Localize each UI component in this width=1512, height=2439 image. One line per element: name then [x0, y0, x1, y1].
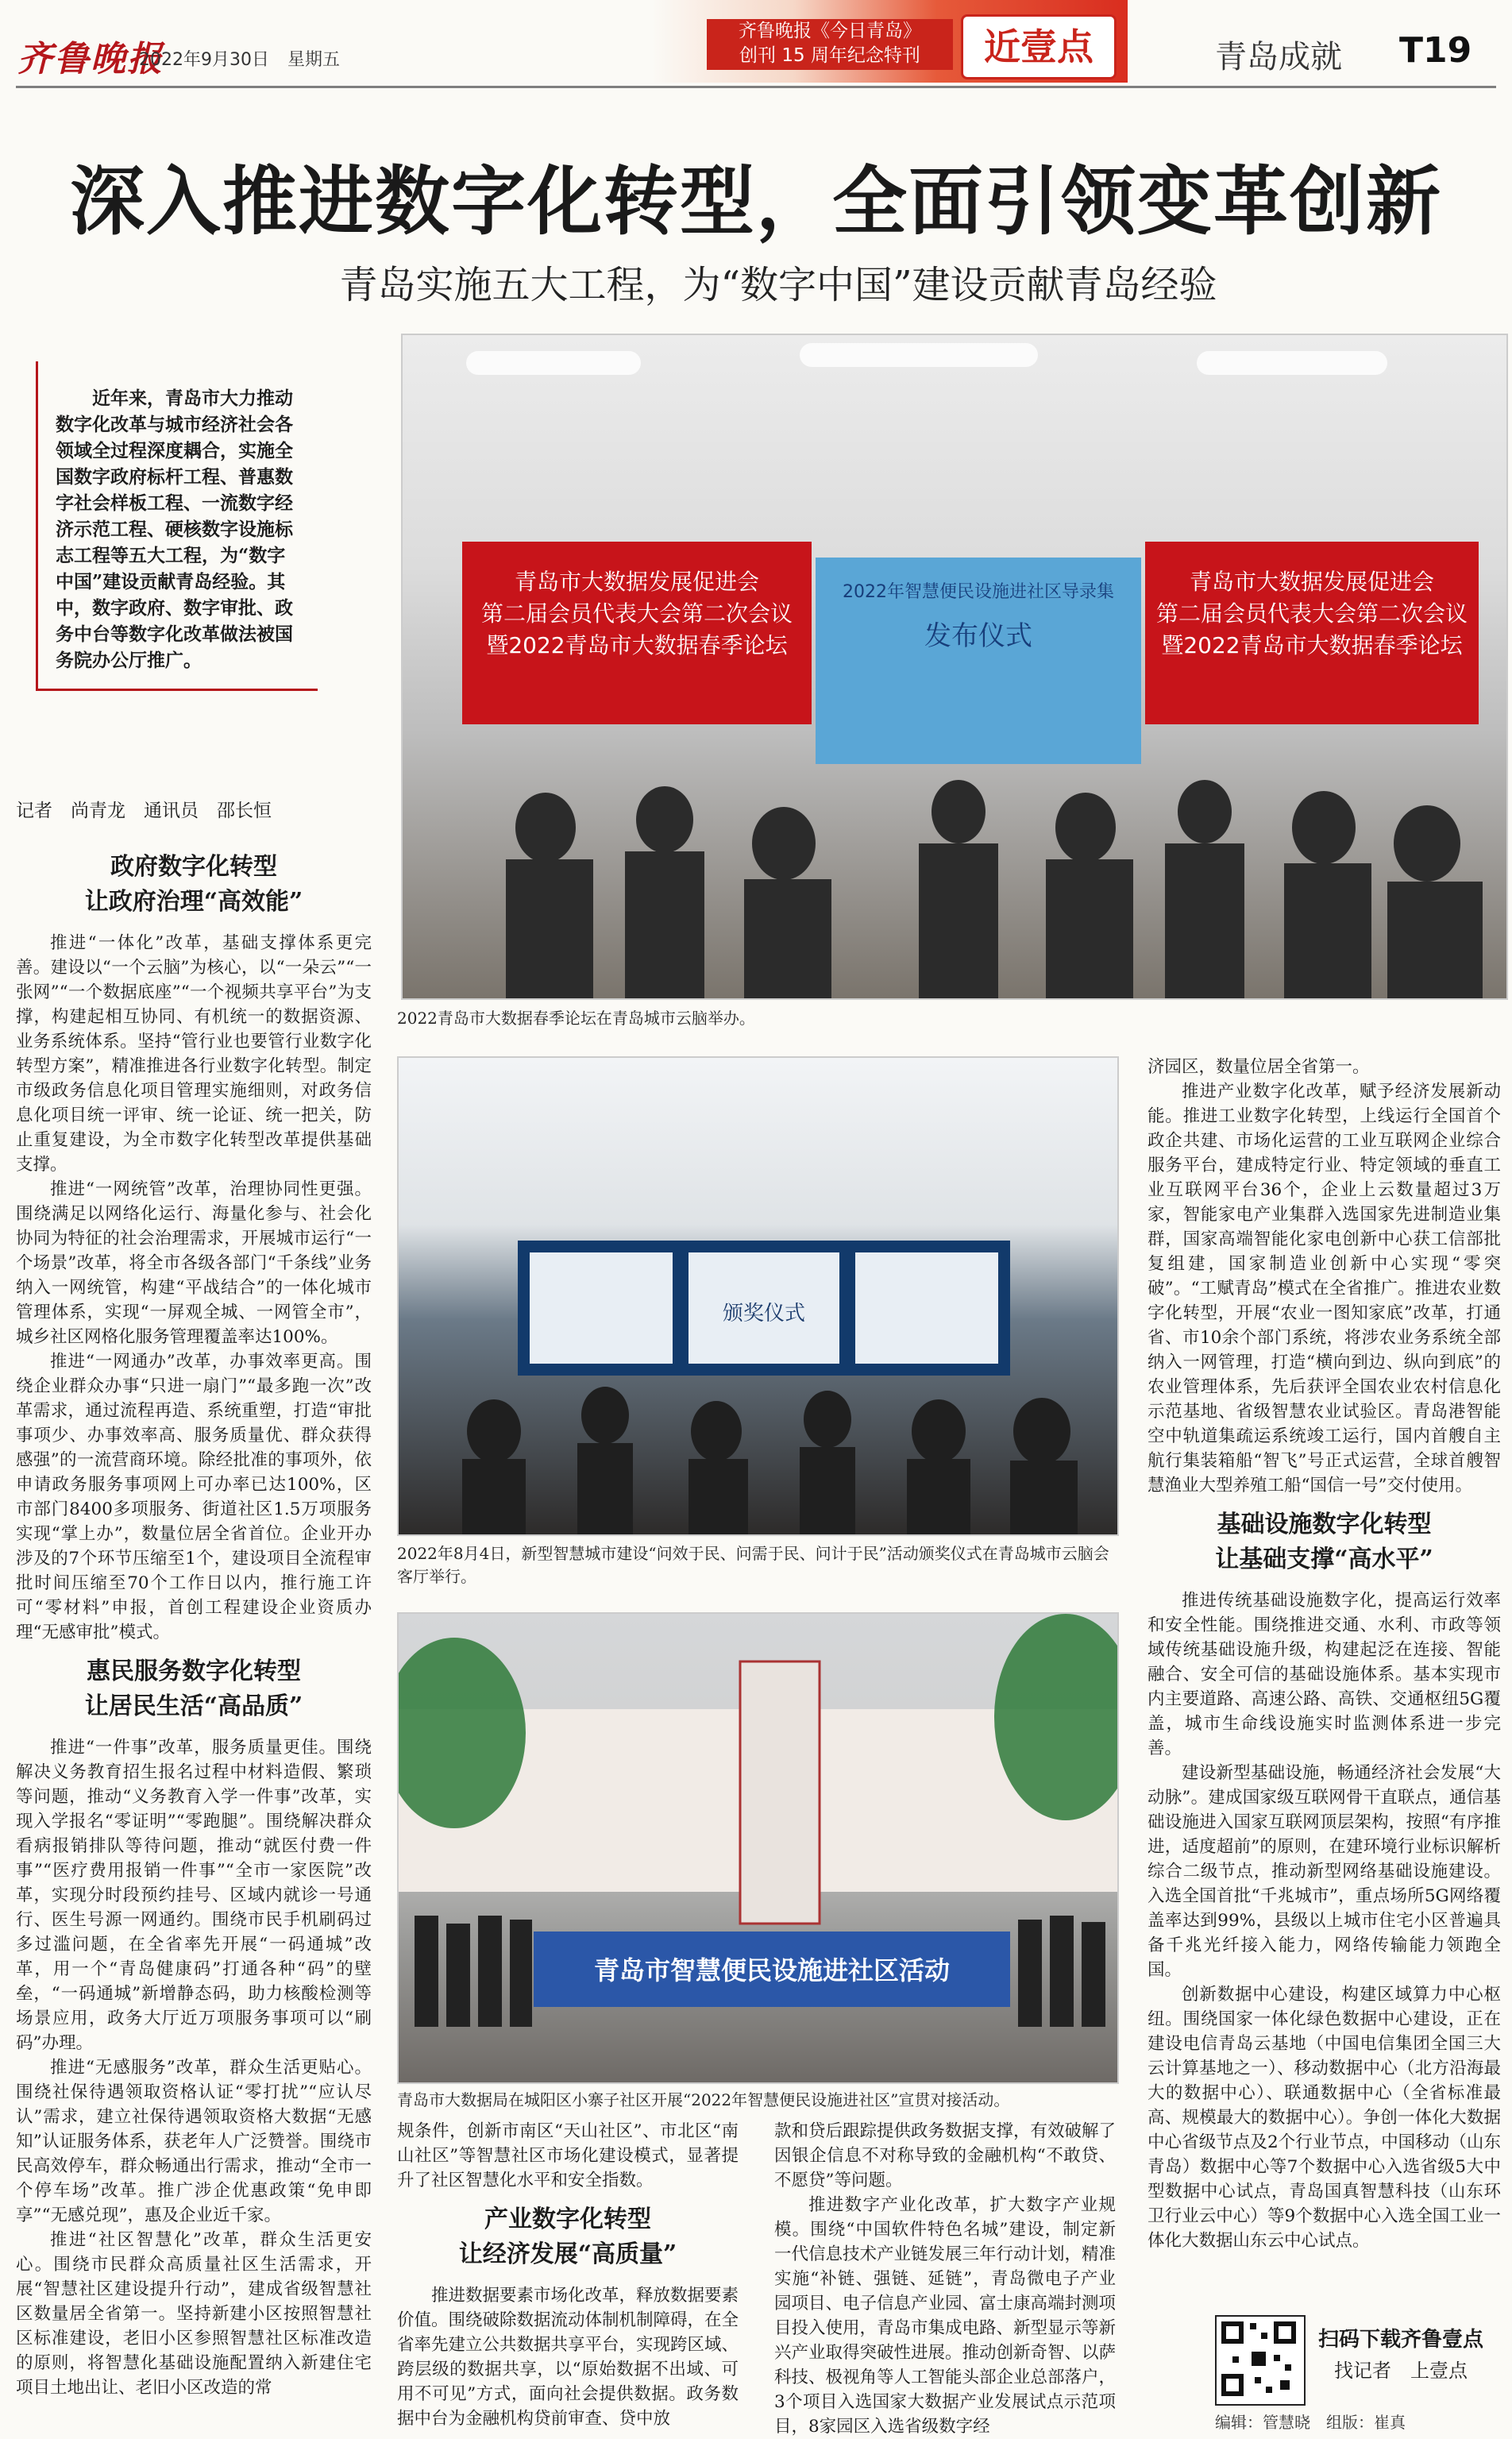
page-number: T19	[1399, 30, 1472, 71]
photo-forum	[401, 334, 1508, 1000]
section-heading-gov	[16, 850, 372, 920]
newspaper-logo: 齐鲁晚报	[17, 39, 164, 79]
heading-line: 让政府治理“高效能”	[84, 888, 303, 916]
photo-ceremony	[397, 1056, 1119, 1536]
issue-date	[139, 46, 353, 71]
section-heading-industry	[397, 2202, 739, 2272]
ceremony-scene	[399, 1058, 1117, 1534]
paragraph: 推进“一网通办”改革，办事效率更高。围绕企业群众办事“只进一扇门”“最多跑一次”改革需求，通过流程再造、系统重塑，打造“审批事项少、办事效率高、服务质量优、群众获得感强”的一流营商环境。除经批准的事项外，依申请政务服务事项网上可办率已达100%，区市部门8400多项服务、街道社区1.5万项服务实现“掌上办”，数量位居全省首位。企业开办涉及的7个环节压缩至1个，建设项目全流程审批时间压缩至70个工作日以内，推行施工许可“零材料”申报，首创工程建设企业资质办理“无感审批”模式。	[16, 1352, 372, 1642]
section-heading-infra	[1148, 1507, 1501, 1577]
screen-left-line1: 青岛市大数据发展促进会	[514, 569, 760, 595]
caption-photo3: 青岛市大数据局在城阳区小寨子社区开展“2022年智慧便民设施进社区”宣贯对接活动。	[397, 2090, 1010, 2109]
caption-photo2: 2022年8月4日，新型智慧城市建设“问效于民、问需于民、问计于民”活动颁奖仪式在青岛城市云脑会客厅举行。	[397, 1544, 1109, 1586]
ceremony-screen-text: 颁奖仪式	[722, 1302, 806, 1326]
paragraph: 推进“一体化”改革，基础支撑体系更完善。建设以“一个云脑”为核心，以“一朵云”“一张网”“一个数据底座”“一个视频共享平台”为支撑，构建起相互协同、有机统一的数据资源、业务系统体系。坚持“管行业也要管行业数字化转型方案”，精准推进各行业数字化转型。制定市级政务信息化项目管理实施细则，对政务信息化项目统一评审、统一论证、统一把关，防止重复建设，为全市数字化转型改革提供基础支撑。	[16, 933, 372, 1175]
paragraph: 推进“一网统管”改革，治理协同性更强。围绕满足以网络化运行、海量化参与、社会化协同为特征的社会治理需求，开展城市运行“一个场景”改革，将全市各级各部门“千条线”业务纳入一网统管，构建“平战结合”的一体化城市管理体系，实现“一屏观全城、一网管全市”，城乡社区网格化服务管理覆盖率达100%。	[16, 1179, 372, 1347]
screen-mid-line2: 发布仪式	[924, 620, 1032, 652]
column-left	[16, 840, 372, 2400]
lead-summary: 近年来，青岛市大力推动数字化改革与城市经济社会各领域全过程深度耦合，实施全国数字政府标杆工程、普惠数字社会样板工程、一流数字经济示范工程、硬核数字设施标志工程等五大工程，为“数字中国”建设贡献青岛经验。其中，数字政府、数字审批、政务中台等数字化改革做法被国务院办公厅推广。	[36, 361, 318, 691]
paragraph: 推进“一件事”改革，服务质量更佳。围绕解决义务教育招生报名过程中材料造假、繁琐等问题，推动“义务教育入学一件事”改革，实现入学报名“零证明”“零跑腿”。围绕解决群众看病报销排队等待问题，推动“就医付费一件事”“医疗费用报销一件事”“全市一家医院”改革，实现分时段预约挂号、区域内就诊一号通行、医生号源一网通约。围绕市民手机刷码过多过滥问题，在全省率先开展“一码通城”改革，用一个“青岛健康码”打通各种“码”的壁垒，“一码通城”新增静态码，助力核酸检测等场景应用，政务大厅近万项服务事项可以“刷码”办理。	[16, 1738, 372, 2053]
weekday-text: 星期五	[287, 50, 340, 70]
editor-credits: 编辑：管慧晓 组版：崔真	[1215, 2413, 1406, 2432]
section-heading-service	[16, 1654, 372, 1724]
paragraph: 推进传统基础设施数字化，提高运行效率和安全性能。围绕推进交通、水利、市政等领域传统基础设施升级，构建起泛在连接、智能融合、安全可信的基础设施体系。基本实现市内主要道路、高速公路、高铁、交通枢纽5G覆盖，城市生命线设施实时监测体系进一步完善。	[1148, 1591, 1501, 1758]
paragraph: 建设新型基础设施，畅通经济社会发展“大动脉”。建成国家级互联网骨干直联点，通信基础设施进入国家互联网顶层架构，按照“有序推进，适度超前”的原则，在建环境行业标识解析综合二级节点，推动新型网络基础设施建设。入选全国首批“千兆城市”，重点场所5G网络覆盖率达到99%，县级以上城市住宅小区普遍具备千兆光纤接入能力，网络传输能力领跑全国。	[1148, 1763, 1501, 1980]
paragraph: 款和贷后跟踪提供政务数据支撑，有效破解了因银企信息不对称导致的金融机构“不敢贷、不愿贷”等问题。	[774, 2121, 1117, 2190]
column-right	[1148, 1055, 1501, 2253]
date-text: 2022年9月30日	[139, 50, 269, 70]
screen-left-line3: 暨2022青岛市大数据春季论坛	[486, 632, 788, 658]
sub-headline: 青岛实施五大工程，为“数字中国”建设贡献青岛经验	[339, 263, 1217, 307]
jinyidian-stamp: 近壹点	[961, 14, 1117, 79]
qr-code-icon	[1217, 2317, 1301, 2401]
heading-line: 让基础支撑“高水平”	[1215, 1546, 1433, 1573]
screen-right-line1: 青岛市大数据发展促进会	[1189, 569, 1435, 595]
qr-code[interactable]	[1215, 2315, 1306, 2406]
column-mid-left	[397, 2119, 739, 2431]
paragraph: 济园区，数量位居全省第一。	[1148, 1057, 1370, 1077]
section-name: 青岛成就	[1215, 39, 1342, 75]
heading-line: 让居民生活“高品质”	[84, 1692, 303, 1720]
activity-banner-text: 青岛市智慧便民设施进社区活动	[593, 1955, 951, 1986]
community-scene	[399, 1614, 1117, 2082]
heading-line: 政府数字化转型	[110, 853, 277, 881]
screen-right-line2: 第二届会员代表大会第二次会议	[1155, 600, 1468, 627]
banner-line-1: 齐鲁晚报《今日青岛》	[739, 21, 921, 41]
paragraph: 创新数据中心建设，构建区域算力中心枢纽。围绕国家一体化绿色数据中心建设，正在建设电信青岛云基地（中国电信集团全国三大云计算基地之一）、移动数据中心（北方沿海最大的数据中心）、联通数据中心（全省标准最高、规模最大的数据中心）。争创一体化大数据中心省级节点及2个行业节点，中国移动（山东青岛）数据中心等7个数据中心入选省级5大中型数据中心试点，青岛国真智慧科技（山东环卫行业云中心）等9个数据中心入选全国工业一体化大数据山东云中心试点。	[1148, 1985, 1501, 2251]
heading-line: 产业数字化转型	[484, 2206, 651, 2233]
main-headline: 深入推进数字化转型，全面引领变革创新	[69, 158, 1442, 245]
heading-line: 让经济发展“高质量”	[458, 2240, 677, 2268]
heading-line: 基础设施数字化转型	[1217, 1511, 1432, 1538]
qr-label: 扫码下载齐鲁壹点	[1318, 2328, 1484, 2352]
column-mid-right	[774, 2119, 1116, 2439]
paragraph: 规条件，创新市南区“天山社区”、市北区“南山社区”等智慧社区市场化建设模式，显著提升了社区智慧化水平和安全指数。	[397, 2121, 739, 2190]
qr-sub-label: 找记者 上壹点	[1334, 2360, 1468, 2382]
heading-line: 惠民服务数字化转型	[87, 1658, 301, 1685]
masthead-divider	[16, 86, 1496, 88]
caption-photo1: 2022青岛市大数据春季论坛在青岛城市云脑举办。	[397, 1009, 755, 1028]
byline: 记者 尚青龙 通讯员 邵长恒	[16, 801, 272, 821]
paragraph: 推进“无感服务”改革，群众生活更贴心。围绕社保待遇领取资格认证“零打扰”“应认尽认”需求，建立社保待遇领取资格大数据“无感知”认证服务体系，获老年人广泛赞誉。围绕市民高效停车，群众畅通出行需求，推动“全市一个停车场”改革。推广涉企优惠政策“免申即享”“无感兑现”，惠及企业近千家。	[16, 2058, 372, 2225]
photo-community	[397, 1612, 1119, 2084]
screen-right-line3: 暨2022青岛市大数据春季论坛	[1161, 632, 1463, 658]
paragraph: 推进产业数字化改革，赋予经济发展新动能。推进工业数字化转型，上线运行全国首个政企共建、市场化运营的工业互联网企业综合服务平台，建成特定行业、特定领域的垂直工业互联网平台36个，企业上云数量超过3万家，智能家电产业集群入选国家先进制造业集群，国家高端智能化家电创新中心获工信部批复组建，国家制造业创新中心实现“零突破”。“工赋青岛”模式在全省推广。推进农业数字化转型，开展“农业一图知家底”改革，打通省、市10余个部门系统，将涉农业务系统全部纳入一网管理，打造“横向到边、纵向到底”的农业管理体系，先后获评全国农业农村信息化示范基地、省级智慧农业试验区。青岛港智能空中轨道集疏运系统竣工运行，国内首艘自主航行集装箱船“智飞”号正式运营，全球首艘智慧渔业大型养殖工船“国信一号”交付使用。	[1148, 1082, 1501, 1495]
anniversary-banner	[707, 19, 953, 70]
banner-line-2: 创刊 15 周年纪念特刊	[739, 45, 920, 66]
screen-left-line2: 第二届会员代表大会第二次会议	[480, 600, 793, 627]
paragraph: 推进数据要素市场化改革，释放数据要素价值。围绕破除数据流动体制机制障碍，在全省率先建立公共数据共享平台，实现跨区域、跨层级的数据共享，以“原始数据不出域、可用不可见”方式，面向社会提供数据。政务数据中台为金融机构贷前审查、贷中放	[397, 2286, 739, 2429]
paragraph: 推进“社区智慧化”改革，群众生活更安心。围绕市民群众高质量社区生活需求，开展“智慧社区建设提升行动”，建成省级智慧社区数量居全省第一。坚持新建小区按照智慧社区标准建设，老旧小区参照智慧社区标准改造的原则，将智慧化基础设施配置纳入新建住宅项目土地出让、老旧小区改造的常	[16, 2230, 372, 2398]
paragraph: 推进数字产业化改革，扩大数字产业规模。围绕“中国软件特色名城”建设，制定新一代信息技术产业链发展三年行动计划，精准实施“补链、强链、延链”，青岛微电子产业园项目、电子信息产业园、富士康高端封测项目投入使用，青岛市集成电路、新型显示等新兴产业取得突破性进展。推动创新奇智、以萨科技、极视角等人工智能头部企业总部落户，3个项目入选国家大数据产业发展试点示范项目，8家园区入选省级数字经	[774, 2195, 1117, 2437]
forum-scene	[403, 335, 1506, 998]
screen-mid-line1: 2022年智慧便民设施进社区导录集	[843, 582, 1114, 602]
